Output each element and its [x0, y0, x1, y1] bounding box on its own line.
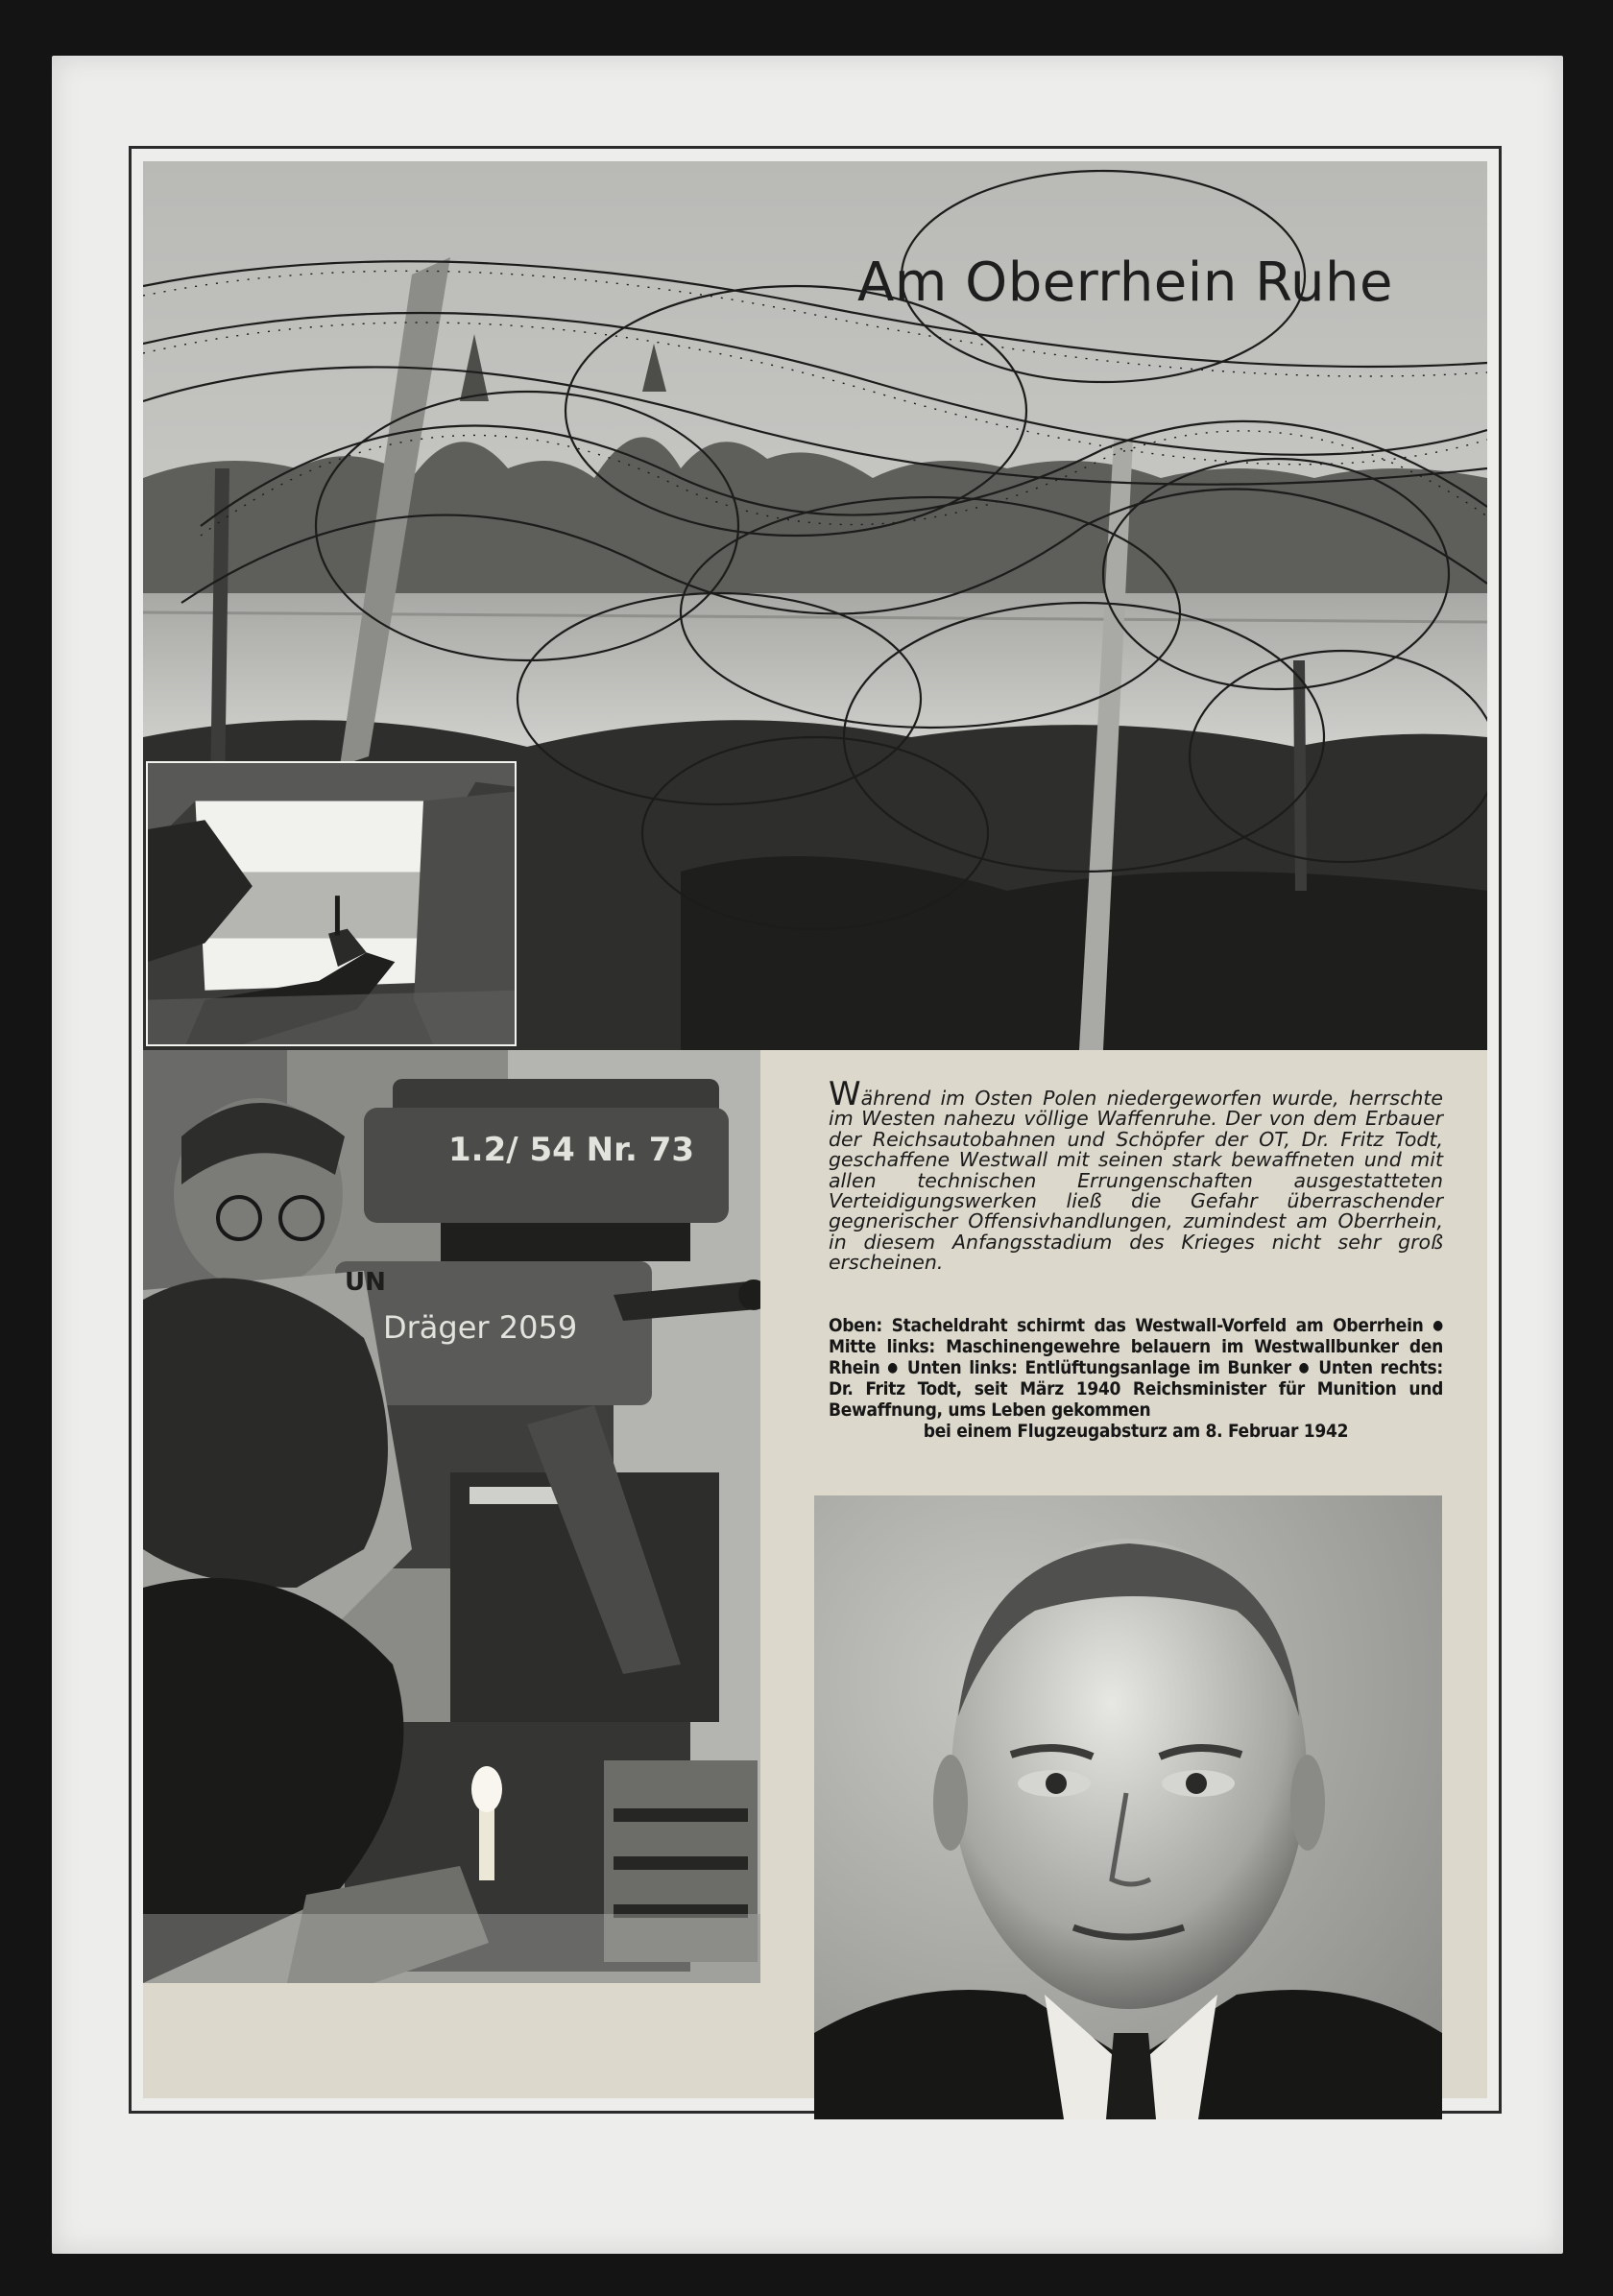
caption-part-3: Unten links: Entlüftungsanlage im Bunker: [906, 1357, 1291, 1378]
caption-part-4: Unten rechts: Dr. Fritz Todt, seit März 1940 Reichsminister für Munition und Bewaffnung, ums Leben gekommen: [829, 1357, 1443, 1421]
caption-part-2: Mitte links: Maschinengewehre belauern im Westwallbunker den Rhein: [829, 1336, 1443, 1378]
caption-bullet-2: ●: [887, 1360, 901, 1375]
portrait-photo: [814, 1495, 1442, 2119]
caption-bullet-3: ●: [1298, 1360, 1312, 1375]
bunker-machine-gun-photo: [146, 761, 517, 1046]
ventilation-label-middle: Dräger 2059: [383, 1309, 578, 1346]
article-body-text: ährend im Osten Polen niedergeworfen wurde, herrschte im Westen nahezu völlige Waffenruhe. Der von dem Erbauer der Reichsautobahnen und Schöpfer der OT, Dr. Fritz Todt, geschaffene Westwall mit seinen stark bewaffneten und mit allen technischen Errungenschaften ausgestatteten Verteidigungswerken ließ die Gefahr überraschender gegnerischer Offensivhandlungen, zumindest am Oberrhein, in diesem Anfangsstadium des Krieges nicht sehr groß erscheinen.: [829, 1087, 1443, 1275]
caption-part-5: bei einem Flugzeugabsturz am 8. Februar 1942: [923, 1421, 1349, 1442]
ventilation-label-top: 1.2/ 54 Nr. 73: [448, 1131, 695, 1169]
ventilation-label-side: UN: [345, 1268, 386, 1297]
photo-caption: [829, 1315, 1443, 1442]
drop-cap: W: [829, 1075, 861, 1113]
caption-part-1: Oben: Stacheldraht schirmt das Westwall-Vorfeld am Oberrhein: [829, 1315, 1424, 1336]
article-body: [829, 1075, 1443, 1275]
caption-bullet-1: ●: [1432, 1318, 1443, 1333]
ventilation-unit-photo: [143, 1050, 760, 1983]
article-title: Am Oberrhein Ruhe: [857, 251, 1393, 314]
